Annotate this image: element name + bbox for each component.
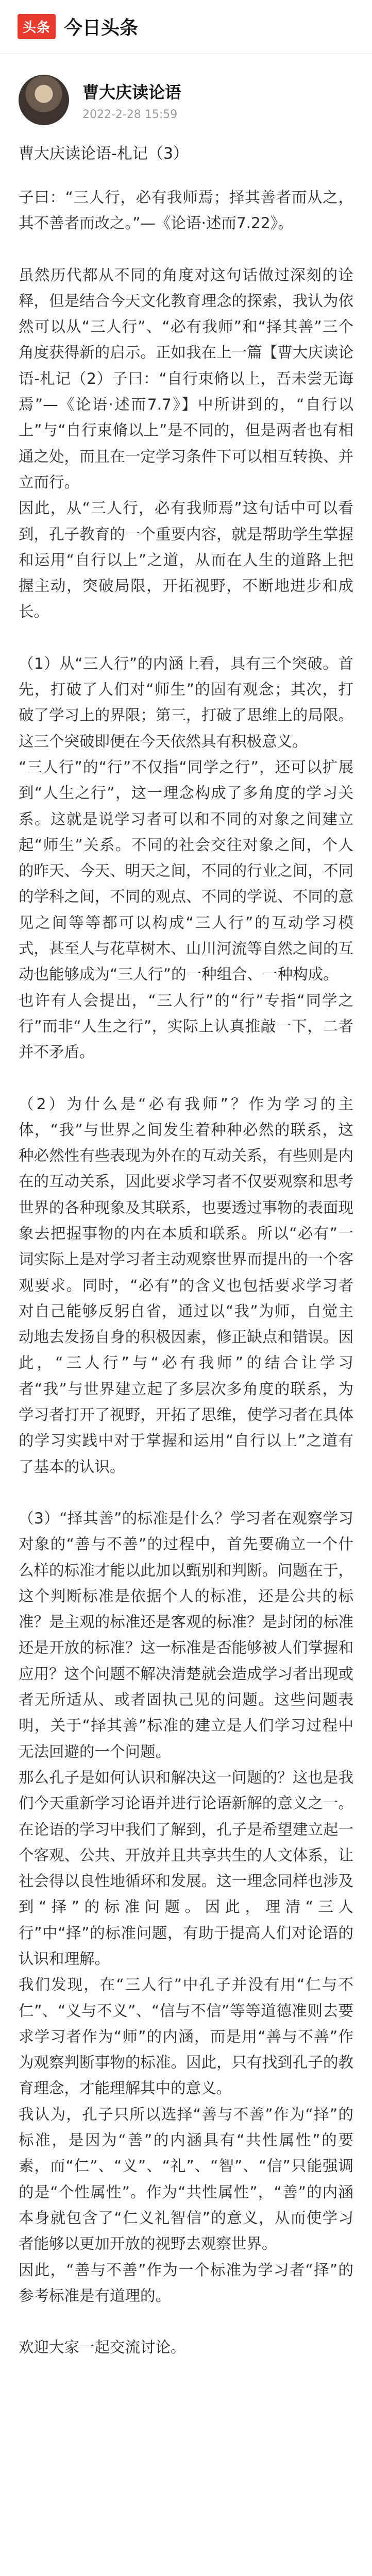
author-meta (82, 79, 181, 121)
paragraph-section-2: （2）为什么是“必有我师”？作为学习的主体，“我”与世界之间发生着种种必然的联系，这种必然性有些表现为外在的互动关系，有些则是内在的互动关系，因此要求学习者不仅要观察和思考世界的各种现象及其联系，也要透过事物的表面现象去把握事物的内在本质和联系。所以“必有”一词实际上是对学习者主动观察世界而提出的一个客观要求。同时，“必有”的含义也包括要求学习者对自己能够反躬自省，通过以“我”为师，自觉主动地去发扬自身的积极因素，修正缺点和错误。因此，“三人行”与“必有我师”的结合让学习者“我”与世界建立起了多层次多角度的联系，为学习者打开了视野，开拓了思维，使学习者在具体的学习实践中对于掌握和运用“自行以上”之道有了基本的认识。 (19, 1095, 353, 1476)
article-body (0, 184, 372, 2360)
toutiao-logo-badge[interactable]: 头条 (18, 14, 56, 39)
author-avatar[interactable] (19, 75, 69, 125)
article-title: 曹大庆读论语-札记（3） (19, 145, 189, 163)
publish-time: 2022-2-28 15:59 (82, 108, 178, 121)
paragraph-section-3: （3）“择其善”的标准是什么？学习者在观察学习对象的“善与不善”的过程中，首先要确立一个什么样的标准才能以此加以甄别和判断。问题在于，这个判断标准是依据个人的标准，还是公共的标准？是主观的标准还是客观的标准？是封闭的标准还是开放的标准？这一标准是否能够被人们掌握和应用？这个问题不解决清楚就会造成学习者出现或者无所适从、或者固执己见的问题。这些问题表明，关于“择其善”标准的建立是人们学习过程中无法回避的一个问题。 那么孔子是如何认识和解决这一问题的？这也是我们今天重新学习论语并进行论语新解的意义之一。在论语的学习中我们了解到，孔子是希望建立起一个客观、公共、开放并且共享共生的人文体系，让社会得以良性地循环和发展。这一理念同样也涉及到“择”的标准问题。因此，理清“三人行”中“择”的标准问题，有助于提高人们对论语的认识和理解。 我们发现，在“三人行”中孔子并没有用“仁与不仁”、“义与不义”、“信与不信”等等道德准则去要求学习者作为“师”的内涵，而是用“善与不善”作为观察判断事物的标准。因此，只有找到孔子的教育理念，才能理解其中的意义。 我认为，孔子只所以选择“善与不善”作为“择”的标准，是因为“善”的内涵具有“共性属性”的要素，而“仁”、“义”、“礼”、“智”、“信”只能强调的是“个性属性”。作为“共性属性”，“善”的内涵本身就包含了“仁义礼智信”的意义，从而使学习者能够以更加开放的视野去观察世界。 因此，“善与不善”作为一个标准为学习者“择”的参考标准是有道理的。 (19, 1509, 353, 2304)
paragraph-quote: 子曰：“三人行，必有我师焉；择其善者而从之，其不善者而改之。”—《论语·述而7.22》。 (19, 189, 353, 232)
app-name: 今日头条 (64, 18, 139, 39)
author-block[interactable] (0, 54, 372, 131)
app-header (0, 0, 372, 54)
paragraph-section-1: （1）从“三人行”的内涵上看，具有三个突破。首先，打破了人们对“师生”的固有观念；其次，打破了学习上的界限；第三，打破了思维上的局限。这三个突破即便在今天依然具有积极意义。 “三人行”的“行”不仅指“同学之行”，还可以扩展到“人生之行”，这一理念构成了多角度的学习关系。这就是说学习者可以和不同的对象之间建立起“师生”关系。不同的社会交往对象之间，个人的昨天、今天、明天之间，不同的行业之间，不同的学科之间，不同的观点、不同的学说、不同的意见之间等等都可以构成“三人行”的互动学习模式，甚至人与花草树木、山川河流等自然之间的互动也能够成为“三人行”的一种组合、一种构成。 也许有人会提出，“三人行”的“行”专指“同学之行”而非“人生之行”，实际上认真推敲一下，二者并不矛盾。 (19, 654, 353, 1061)
paragraph-intro: 虽然历代都从不同的角度对这句话做过深刻的诠释，但是结合今天文化教育理念的探索，我认为依然可以从“三人行”、“必有我师”和“择其善”三个角度获得新的启示。正如我在上一篇【曹大庆读论语-札记（2）子曰：“自行束脩以上，吾未尝无诲焉”—《论语·述而7.7》】中所讲到的，“自行以上”与“自行束脩以上”是不同的，但是两者也有相通之处，而且在一定学习条件下可以相互转换、并立而行。 因此，从“三人行，必有我师焉”这句话中可以看到，孔子教育的一个重要内容，就是帮助学生掌握和运用“自行以上”之道，从而在人生的道路上把握主动，突破局限，开拓视野，不断地进步和成长。 (19, 266, 353, 621)
paragraph-closing: 欢迎大家一起交流讨论。 (19, 2338, 186, 2357)
author-name[interactable]: 曹大庆读论语 (82, 82, 182, 102)
